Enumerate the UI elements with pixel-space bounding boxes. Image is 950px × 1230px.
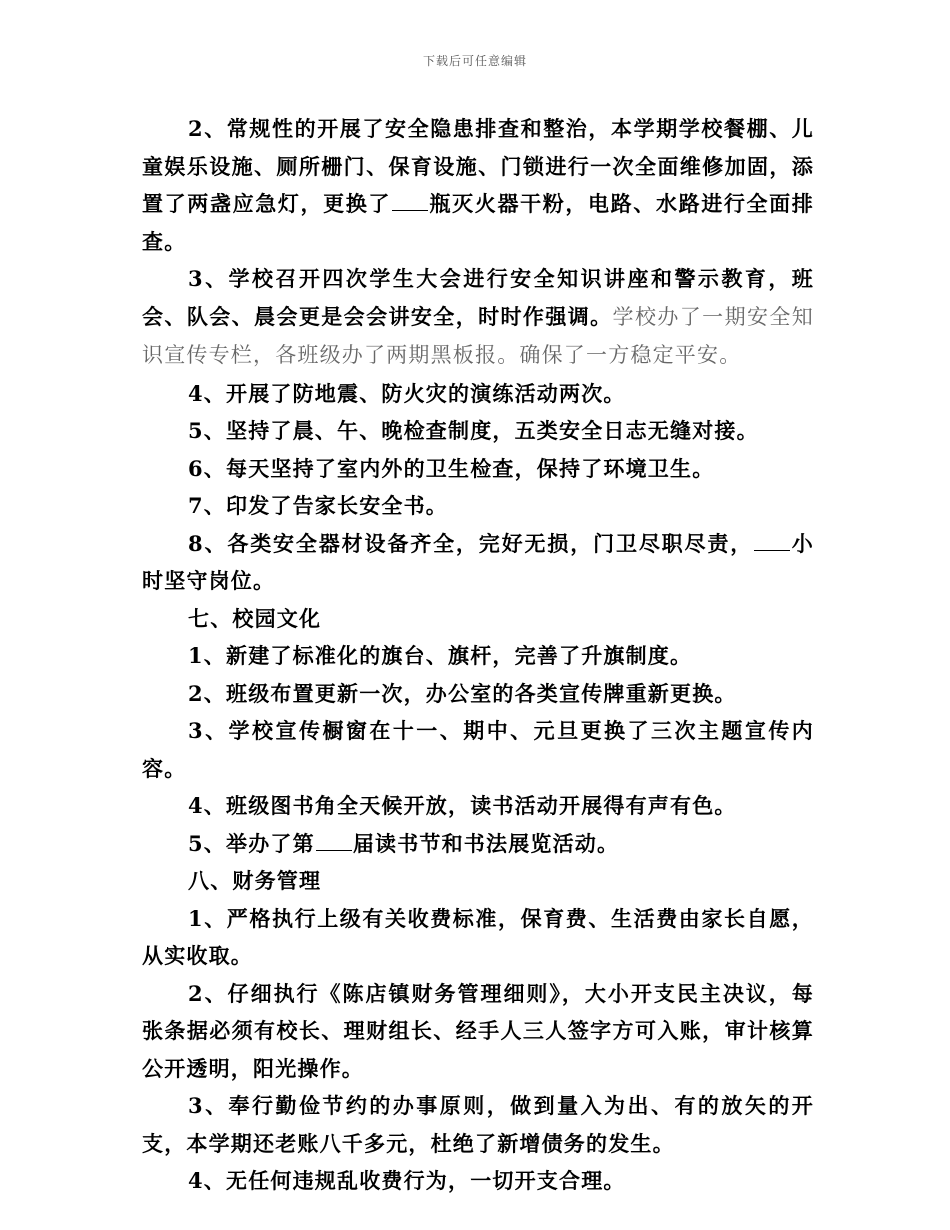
paragraph-equipment <box>142 525 814 600</box>
paragraph-text: 瓶灭火器干粉，电路、水路进行全面排查。 <box>142 191 814 254</box>
paragraph-text: 届读书节和书法展览活动。 <box>352 830 620 856</box>
paragraph-drills: 4、开展了防地震、防火灾的演练活动两次。 <box>188 380 626 406</box>
paragraph-book-corner: 4、班级图书角全天候开放，读书活动开展得有声有色。 <box>188 793 737 818</box>
paragraph-no-illegal-fees: 4、无任何违规乱收费行为，一切开支合理。 <box>188 1168 626 1193</box>
paragraph-fees: 1、严格执行上级有关收费标准，保育费、生活费由家长自愿，从实收取。 <box>142 905 814 968</box>
paragraph-reading-festival <box>142 825 814 863</box>
paragraph-safety-inspection <box>142 110 814 260</box>
paragraph-check-system: 5、坚持了晨、午、晚检查制度，五类安全日志无缝对接。 <box>188 418 759 443</box>
paragraph-finance-rules: 2、仔细执行《陈店镇财务管理细则》，大小开支民主决议，每张条据必须有校长、理财组长、经手人三人签字方可入账，审计核算公开透明，阳光操作。 <box>142 980 814 1081</box>
paragraph-text: 8、各类安全器材设备齐全，完好无损，门卫尽职尽责， <box>188 530 754 556</box>
section-heading-campus-culture: 七、校园文化 <box>188 605 322 631</box>
paragraph-window: 3、学校宣传橱窗在十一、期中、元旦更换了三次主题宣传内容。 <box>142 718 814 781</box>
paragraph-class-decor: 2、班级布置更新一次，办公室的各类宣传牌重新更换。 <box>188 680 737 706</box>
paragraph-text: 3、学校召开四次学生大会进行安全知识讲座和警示教育，班会、队会、晨会更是会会讲安全，时时作强调。 <box>142 266 814 329</box>
fill-blank <box>316 832 352 851</box>
paragraph-frugality: 3、奉行勤俭节约的办事原则，做到量入为出、有的放矢的开支，本学期还老账八千多元，杜绝了新增债务的发生。 <box>142 1093 814 1156</box>
paragraph-flag: 1、新建了标准化的旗台、旗杆，完善了升旗制度。 <box>188 643 693 668</box>
paragraph-text: 5、举办了第 <box>188 830 315 856</box>
paragraph-parent-letter: 7、印发了告家长安全书。 <box>188 493 449 518</box>
fill-blank <box>392 192 428 211</box>
page-header: 下载后可任意编辑 <box>422 54 527 68</box>
fill-blank <box>754 532 790 551</box>
paragraph-text: 小时坚守岗位。 <box>142 530 814 593</box>
paragraph-text: 2、常规性的开展了安全隐患排查和整治，本学期学校餐棚、儿童娱乐设施、厕所栅门、保育设施、门锁进行一次全面维修加固，添置了两盏应急灯，更换了 <box>142 116 814 216</box>
paragraph-hygiene: 6、每天坚持了室内外的卫生检查，保持了环境卫生。 <box>188 455 715 481</box>
paragraph-safety-education <box>142 260 814 375</box>
paragraph-text-grey: 学校办了一期安全知识宣传专栏，各班级办了两期黑板报。确保了一方稳定平安。 <box>142 304 814 367</box>
section-heading-finance: 八、财务管理 <box>188 868 322 893</box>
document-body <box>142 110 814 1200</box>
